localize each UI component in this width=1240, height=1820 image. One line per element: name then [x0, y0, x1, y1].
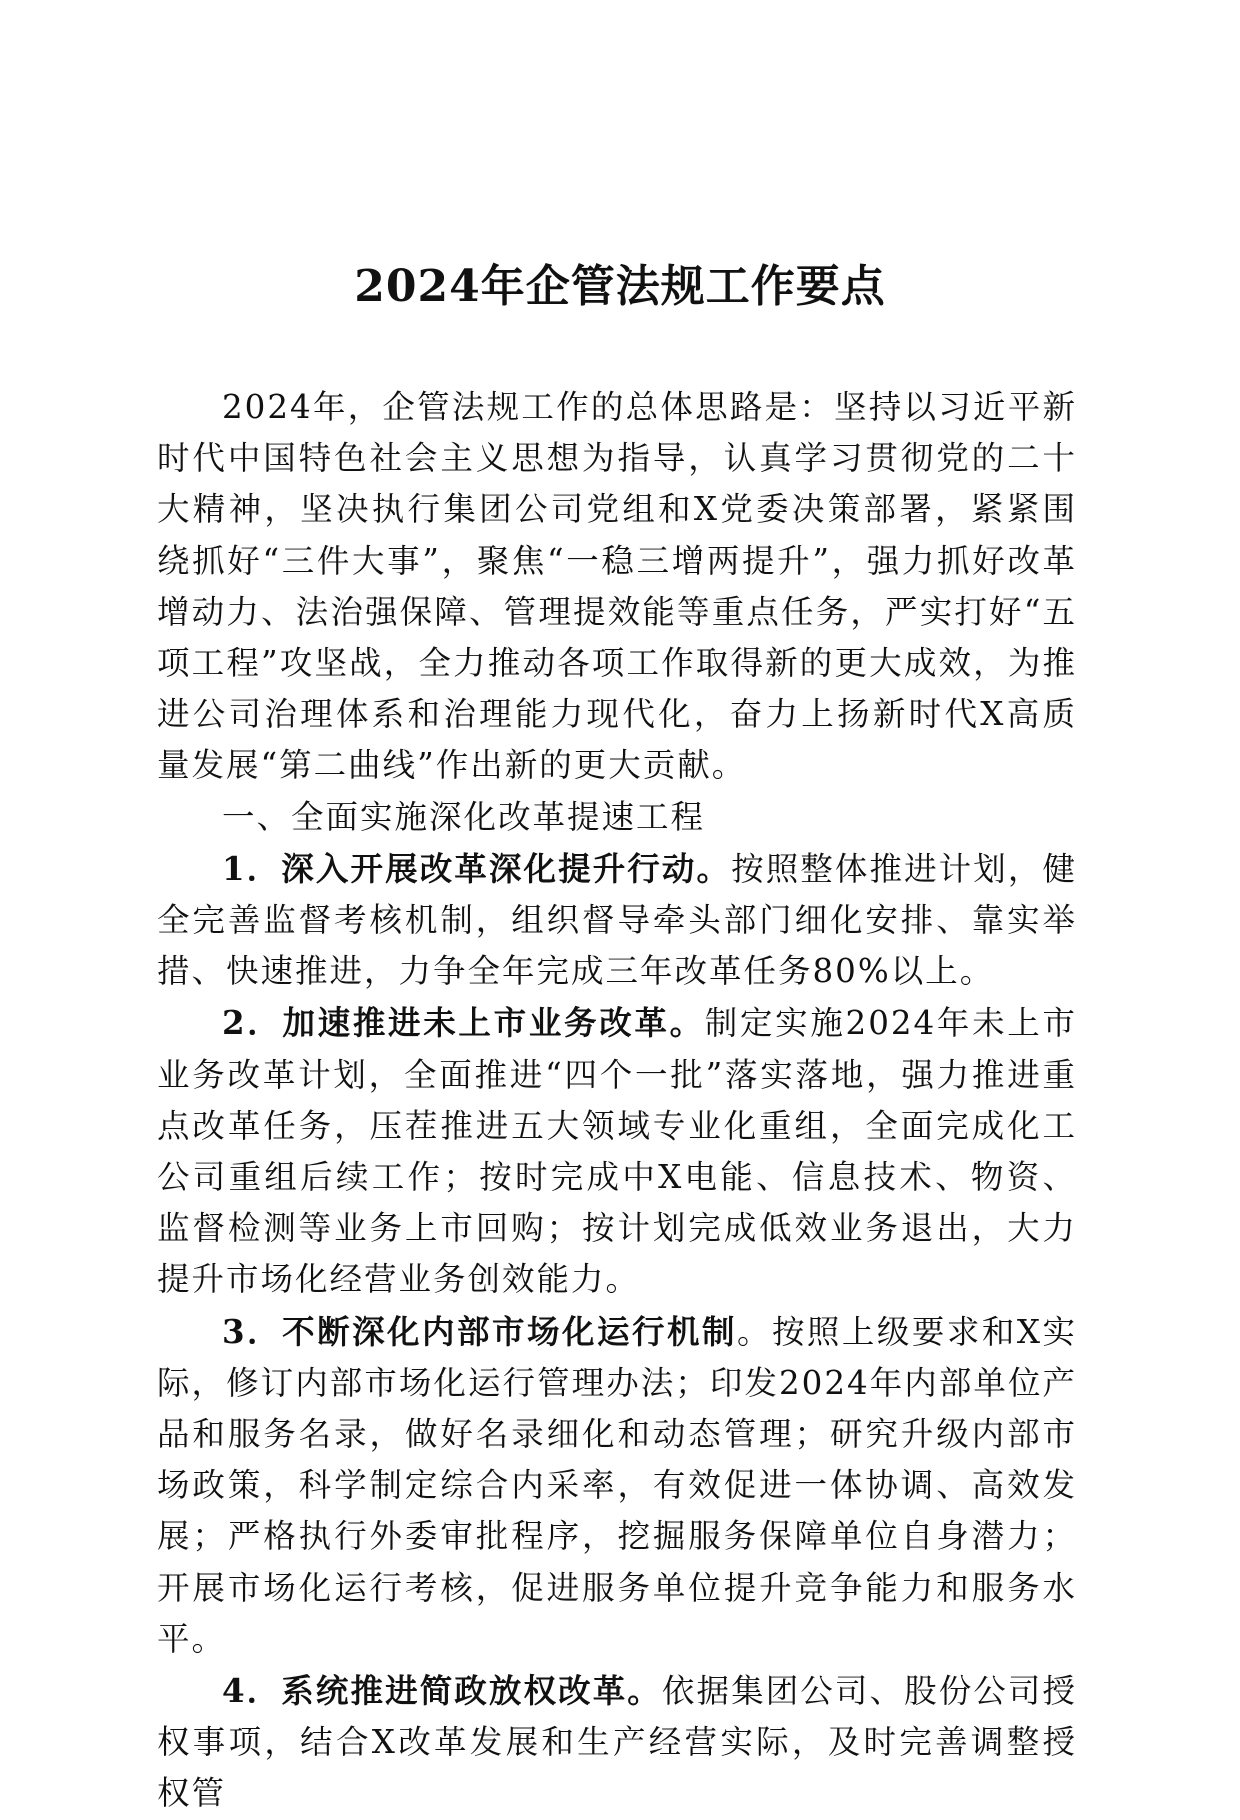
- item-lead: 3．不断深化内部市场化运行机制: [222, 1311, 737, 1351]
- item-text: 按照整体推进计划，健全完善监督考核机制，组织督导牵头部门细化安排、靠实举措、快速推进，力争全年完成三年改革任务80%以上。: [157, 849, 1077, 991]
- list-item: [157, 997, 1077, 1305]
- item-lead: 1．深入开展改革深化提升行动。: [222, 848, 732, 888]
- item-text: 制定实施2024年未上市业务改革计划，全面推进“四个一批”落实落地，强力推进重点改革任务，压茬推进五大领域专业化重组，全面完成化工公司重组后续工作；按时完成中X电能、信息技术、物资、监督检测等业务上市回购；按计划完成低效业务退出，大力提升市场化经营业务创效能力。: [157, 1004, 1077, 1299]
- section-heading: 一、全面实施深化改革提速工程: [222, 797, 706, 836]
- item-text: 依据集团公司、股份公司授权事项，结合X改革发展和生产经营实际，及时完善调整授权管: [157, 1672, 1077, 1813]
- item-lead: 2．加速推进未上市业务改革。: [222, 1003, 705, 1043]
- intro-paragraph: 2024年，企管法规工作的总体思路是：坚持以习近平新时代中国特色社会主义思想为指导，认真学习贯彻党的二十大精神，坚决执行集团公司党组和X党委决策部署，紧紧围绕抓好“三件大事”，聚焦“一稳三增两提升”，强力抓好改革增动力、法治强保障、管理提效能等重点任务，严实打好“五项工程”攻坚战，全力推动各项工作取得新的更大成效，为推进公司治理体系和治理能力现代化，奋力上扬新时代X高质量发展“第二曲线”作出新的更大贡献。: [157, 388, 1077, 785]
- list-item: [157, 1306, 1077, 1665]
- item-text: 。按照上级要求和X实际，修订内部市场化运行管理办法；印发2024年内部单位产品和服务名录，做好名录细化和动态管理；研究升级内部市场政策，科学制定综合内采率，有效促进一体协调、高效发展；严格执行外委审批程序，挖掘服务保障单位自身潜力；开展市场化运行考核，促进服务单位提升竞争能力和服务水平。: [157, 1312, 1077, 1658]
- document-title: 2024年企管法规工作要点: [354, 261, 886, 313]
- list-item: [157, 843, 1077, 998]
- item-lead: 4．系统推进简政放权改革。: [222, 1671, 662, 1711]
- list-item: [157, 1665, 1077, 1820]
- document-body: [157, 382, 1077, 1820]
